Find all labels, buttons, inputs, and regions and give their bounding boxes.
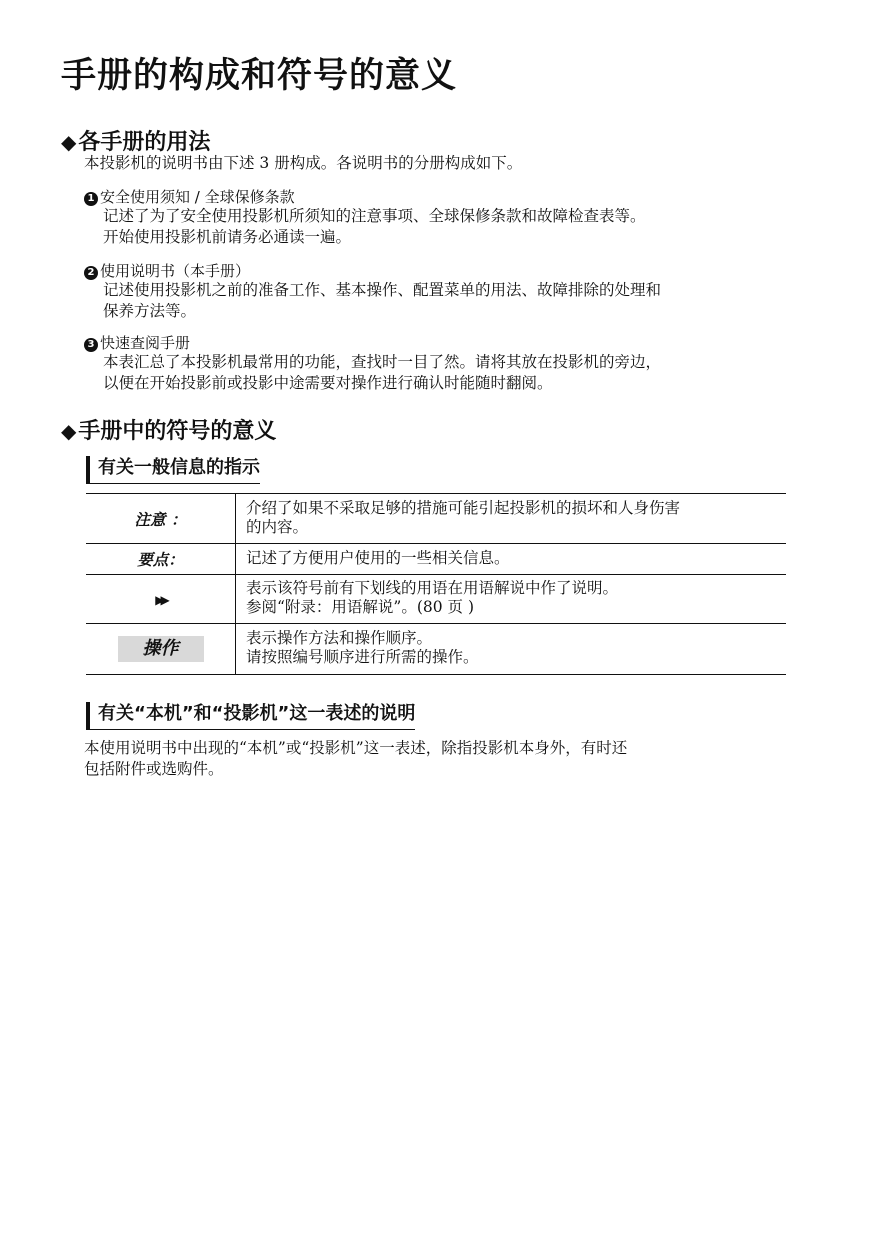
row-description bbox=[236, 624, 787, 675]
diamond-bullet-icon: ◆ bbox=[61, 419, 77, 443]
note-line: 包括附件或选购件。 bbox=[84, 760, 224, 778]
symbol-table bbox=[86, 493, 786, 675]
circled-number-icon: 2 bbox=[84, 266, 98, 280]
operation-badge: 操作 bbox=[118, 636, 204, 662]
subsection-heading-general-info: 有关一般信息的指示 bbox=[86, 456, 260, 484]
desc-line: 以便在开始投影前或投影中途需要对操作进行确认时能随时翻阅。 bbox=[103, 374, 553, 392]
manual-item-1-desc bbox=[103, 206, 783, 248]
section-heading-symbols bbox=[61, 414, 276, 445]
manual-item-2-title bbox=[84, 260, 250, 281]
section-intro: 本投影机的说明书由下述 3 册构成。各说明书的分册构成如下。 bbox=[84, 154, 523, 172]
desc-line: 记述了为了安全使用投影机所须知的注意事项、全球保修条款和故障检查表等。 bbox=[103, 207, 646, 225]
manual-item-1-title bbox=[84, 186, 295, 207]
table-row bbox=[86, 624, 786, 675]
desc-line: 请按照编号顺序进行所需的操作。 bbox=[246, 648, 479, 666]
item-title-text: 安全使用须知 / 全球保修条款 bbox=[100, 188, 295, 206]
section-heading-manual-usage bbox=[61, 125, 210, 156]
label-key-point: 要点： bbox=[86, 544, 236, 575]
desc-line: 开始使用投影机前请务必通读一遍。 bbox=[103, 228, 352, 246]
table-row bbox=[86, 494, 786, 544]
section-heading-text: 手册中的符号的意义 bbox=[78, 419, 277, 444]
manual-item-3-desc bbox=[103, 352, 783, 394]
note-line: 本使用说明书中出现的“本机”或“投影机”这一表述，除指投影机本身外，有时还 bbox=[84, 739, 628, 757]
section-heading-text: 各手册的用法 bbox=[78, 130, 211, 155]
page-title: 手册的构成和符号的意义 bbox=[61, 56, 458, 96]
subsection-heading-terminology: 有关“本机”和“投影机”这一表述的说明 bbox=[86, 702, 415, 730]
desc-line: 表示该符号前有下划线的用语在用语解说中作了说明。 bbox=[246, 579, 619, 597]
desc-line: 的内容。 bbox=[246, 517, 309, 536]
desc-line: 本表汇总了本投影机最常用的功能，查找时一目了然。请将其放在投影机的旁边， bbox=[103, 353, 662, 371]
double-arrow-icon: ▶▶ bbox=[155, 593, 166, 607]
label-operation bbox=[86, 624, 236, 675]
row-description bbox=[236, 494, 787, 544]
circled-number-icon: 3 bbox=[84, 338, 98, 352]
table-row bbox=[86, 575, 786, 624]
label-glossary-symbol bbox=[86, 575, 236, 624]
manual-item-3-title bbox=[84, 332, 190, 353]
desc-line: 介绍了如果不采取足够的措施可能引起投影机的损坏和人身伤害 bbox=[246, 498, 681, 517]
table-row bbox=[86, 544, 786, 575]
diamond-bullet-icon: ◆ bbox=[61, 130, 77, 154]
item-title-text: 使用说明书（本手册） bbox=[100, 262, 251, 280]
desc-line: 记述使用投影机之前的准备工作、基本操作、配置菜单的用法、故障排除的处理和 bbox=[103, 281, 662, 299]
row-description bbox=[236, 544, 787, 575]
circled-number-icon: 1 bbox=[84, 192, 98, 206]
manual-item-2-desc bbox=[103, 280, 783, 322]
desc-line: 参阅“附录：用语解说”。(80 页 ) bbox=[246, 598, 475, 616]
label-caution: 注意 ： bbox=[86, 494, 236, 544]
row-description bbox=[236, 575, 787, 624]
desc-line: 保养方法等。 bbox=[103, 302, 197, 320]
item-title-text: 快速查阅手册 bbox=[100, 334, 191, 352]
desc-line: 记述了方便用户使用的一些相关信息。 bbox=[246, 548, 510, 567]
desc-line: 表示操作方法和操作顺序。 bbox=[246, 629, 433, 647]
terminology-note bbox=[84, 738, 784, 780]
